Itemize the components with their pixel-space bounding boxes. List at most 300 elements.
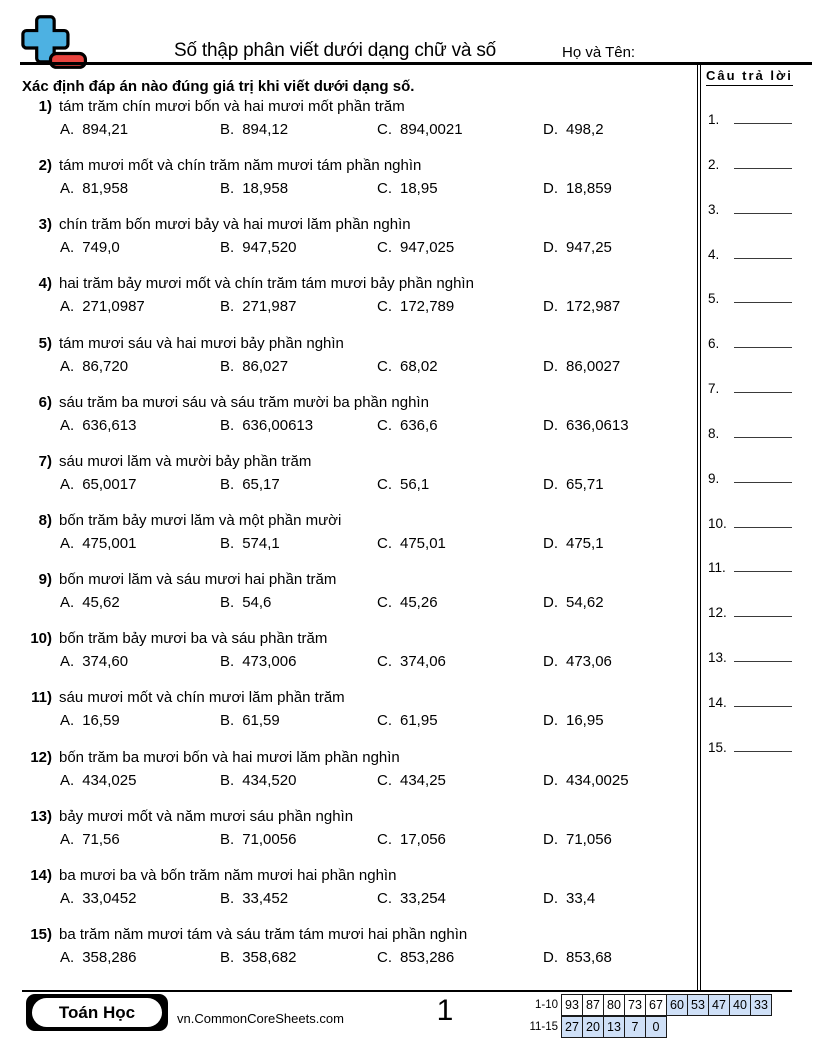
option-value: 947,025	[400, 239, 455, 257]
answer-option-a[interactable]	[60, 417, 136, 434]
question-block	[22, 452, 694, 511]
option-letter: C.	[377, 298, 392, 316]
answer-slot	[708, 155, 792, 200]
score-cell: 67	[645, 994, 667, 1016]
answer-slot	[708, 469, 792, 514]
option-value: 65,0017	[82, 475, 137, 493]
question-number: 12)	[30, 748, 52, 766]
answer-option-b[interactable]	[220, 476, 280, 493]
option-letter: C.	[377, 653, 392, 671]
answer-option-b[interactable]	[220, 594, 271, 611]
option-letter: B.	[220, 771, 235, 789]
answer-option-c[interactable]	[377, 949, 454, 966]
option-letter: C.	[377, 948, 392, 966]
question-block	[22, 748, 694, 807]
question-text: chín trăm bốn mươi bảy và hai mươi lăm phần nghìn	[59, 216, 411, 234]
option-letter: A.	[60, 180, 75, 198]
option-letter: A.	[60, 712, 75, 730]
answer-option-a[interactable]	[60, 239, 120, 256]
answer-blank-line[interactable]	[734, 245, 792, 259]
question-block	[22, 511, 694, 570]
page-number: 1	[436, 994, 454, 1027]
question-text: sáu trăm ba mươi sáu và sáu trăm mười ba phần nghìn	[59, 393, 429, 411]
option-letter: D.	[543, 712, 558, 730]
option-value: 434,0025	[566, 771, 629, 789]
option-letter: D.	[543, 771, 558, 789]
question-number: 11)	[31, 689, 52, 707]
answer-option-c[interactable]	[377, 476, 429, 493]
option-value: 358,682	[242, 948, 297, 966]
option-letter: A.	[60, 830, 75, 848]
option-value: 33,452	[242, 889, 289, 907]
option-value: 33,4	[566, 889, 596, 907]
answer-option-c[interactable]	[377, 180, 438, 197]
answer-slot	[708, 514, 792, 559]
option-letter: D.	[543, 180, 558, 198]
option-letter: B.	[220, 534, 235, 552]
option-value: 475,01	[400, 534, 446, 552]
option-value: 853,286	[400, 948, 455, 966]
answer-slot	[708, 110, 792, 155]
answer-blank-line[interactable]	[734, 558, 792, 572]
option-value: 68,02	[400, 357, 438, 375]
score-cell: 7	[624, 1016, 646, 1038]
question-text: ba trăm năm mươi tám và sáu trăm tám mươi hai phần nghìn	[59, 925, 468, 943]
option-value: 636,613	[82, 416, 137, 434]
answer-column-title: Câu trả lời	[706, 68, 793, 86]
option-letter: D.	[543, 357, 558, 375]
question-block	[22, 925, 694, 984]
answer-option-c[interactable]	[377, 890, 446, 907]
answer-option-c[interactable]	[377, 594, 438, 611]
question-text: bốn mươi lăm và sáu mươi hai phần trăm	[59, 571, 337, 589]
option-value: 54,6	[242, 594, 272, 612]
option-value: 61,95	[400, 712, 438, 730]
question-block	[22, 629, 694, 688]
answer-slot-number: 11.	[708, 560, 726, 576]
question-block	[22, 807, 694, 866]
score-cell: 40	[729, 994, 751, 1016]
answer-slot-number: 1.	[708, 112, 720, 127]
option-letter: B.	[220, 475, 235, 493]
minus-icon	[50, 54, 85, 68]
question-text: bốn trăm bảy mươi ba và sáu phần trăm	[59, 630, 328, 648]
answer-slot	[708, 738, 792, 783]
answer-option-b[interactable]	[220, 949, 296, 966]
answer-blank-line[interactable]	[734, 469, 792, 483]
answer-option-d[interactable]	[543, 417, 629, 434]
question-block	[22, 156, 694, 215]
question-block	[22, 215, 694, 274]
answer-slot-number: 9.	[708, 470, 720, 486]
answer-option-c[interactable]	[377, 712, 438, 729]
question-block	[22, 866, 694, 925]
answer-option-b[interactable]	[220, 890, 288, 907]
question-number: 15)	[30, 925, 52, 943]
option-value: 749,0	[82, 239, 120, 257]
option-letter: B.	[220, 712, 235, 730]
option-value: 18,859	[566, 180, 612, 198]
answer-slot-number: 8.	[708, 425, 720, 441]
option-letter: D.	[543, 948, 558, 966]
answer-option-c[interactable]	[377, 831, 446, 848]
option-letter: B.	[220, 239, 235, 257]
option-letter: C.	[377, 416, 392, 434]
option-letter: A.	[60, 357, 75, 375]
option-letter: D.	[543, 239, 558, 257]
answer-slot-number: 6.	[708, 336, 720, 352]
option-value: 33,254	[400, 889, 446, 907]
option-letter: A.	[60, 771, 75, 789]
answer-option-b[interactable]	[220, 653, 296, 670]
score-cell: 33	[750, 994, 772, 1016]
option-value: 636,00613	[242, 416, 314, 434]
answer-option-b[interactable]	[220, 535, 280, 552]
option-letter: A.	[60, 475, 75, 493]
score-table	[518, 994, 772, 1038]
score-cell: 13	[603, 1016, 625, 1038]
option-value: 54,62	[566, 594, 604, 612]
option-letter: B.	[220, 298, 235, 316]
score-row-label: 1-10	[534, 999, 558, 1011]
answer-option-a[interactable]	[60, 121, 128, 138]
option-value: 16,59	[82, 712, 120, 730]
answer-blank-line[interactable]	[734, 200, 792, 214]
answer-slot	[708, 603, 792, 648]
option-value: 61,59	[242, 712, 280, 730]
website-credit: vn.CommonCoreSheets.com	[177, 1011, 344, 1026]
answer-option-a[interactable]	[60, 653, 128, 670]
answer-option-a[interactable]	[60, 535, 136, 552]
option-letter: A.	[60, 948, 75, 966]
option-letter: D.	[543, 889, 558, 907]
answer-option-d[interactable]	[543, 298, 620, 315]
question-list	[22, 97, 694, 984]
question-text: bảy mươi mốt và năm mươi sáu phần nghìn	[59, 807, 354, 825]
option-letter: D.	[543, 534, 558, 552]
option-value: 56,1	[400, 475, 430, 493]
question-text: tám mươi sáu và hai mươi bảy phần nghìn	[59, 334, 344, 352]
answer-option-d[interactable]	[543, 949, 612, 966]
answer-option-a[interactable]	[60, 476, 136, 493]
question-text: bốn trăm ba mươi bốn và hai mươi lăm phần nghìn	[59, 748, 400, 766]
option-letter: B.	[220, 121, 235, 138]
answer-option-d[interactable]	[543, 121, 604, 138]
answer-blank-line[interactable]	[734, 603, 792, 617]
score-cells	[562, 1016, 667, 1038]
option-value: 86,0027	[566, 357, 621, 375]
answer-option-c[interactable]	[377, 358, 438, 375]
question-number: 2)	[38, 157, 52, 175]
answer-blank-line[interactable]	[734, 379, 792, 393]
option-letter: A.	[60, 653, 75, 671]
question-number: 9)	[38, 571, 52, 589]
option-value: 18,958	[242, 180, 289, 198]
question-block	[22, 688, 694, 747]
option-value: 374,60	[82, 653, 129, 671]
question-number: 14)	[30, 866, 52, 884]
score-cell: 80	[603, 994, 625, 1016]
answer-option-a[interactable]	[60, 712, 120, 729]
answer-column-divider	[697, 65, 701, 992]
answer-blank-line[interactable]	[734, 514, 792, 528]
option-value: 271,987	[242, 298, 297, 316]
answer-option-c[interactable]	[377, 298, 454, 315]
score-cell: 27	[561, 1016, 583, 1038]
question-number: 10)	[30, 630, 52, 648]
answer-option-b[interactable]	[220, 417, 313, 434]
option-letter: A.	[60, 534, 75, 552]
answer-option-d[interactable]	[543, 890, 595, 907]
question-number: 5)	[38, 334, 52, 352]
option-value: 65,71	[566, 475, 604, 493]
answer-option-d[interactable]	[543, 239, 612, 256]
answer-slot-number: 7.	[708, 381, 720, 397]
answer-blank-line[interactable]	[734, 155, 792, 169]
option-letter: C.	[377, 594, 392, 612]
option-value: 358,286	[82, 948, 137, 966]
option-value: 71,056	[566, 830, 612, 848]
question-text: hai trăm bảy mươi mốt và chín trăm tám mươi bảy phần nghìn	[59, 275, 474, 293]
instruction-text: Xác định đáp án nào đúng giá trị khi viết dưới dạng số.	[22, 78, 415, 95]
answer-slot	[708, 379, 792, 424]
answer-option-c[interactable]	[377, 772, 446, 789]
header-divider	[20, 62, 812, 65]
answer-option-b[interactable]	[220, 239, 296, 256]
option-letter: C.	[377, 889, 392, 907]
score-cell: 20	[582, 1016, 604, 1038]
option-value: 434,025	[82, 771, 137, 789]
score-row	[518, 994, 772, 1016]
option-value: 18,95	[400, 180, 438, 198]
answer-option-d[interactable]	[543, 358, 620, 375]
answer-slot	[708, 200, 792, 245]
option-letter: A.	[60, 416, 75, 434]
answer-option-a[interactable]	[60, 298, 145, 315]
answer-option-c[interactable]	[377, 121, 463, 138]
footer-divider	[22, 990, 792, 992]
answer-option-d[interactable]	[543, 476, 604, 493]
question-block	[22, 570, 694, 629]
score-cells	[562, 994, 772, 1016]
subject-badge	[26, 994, 168, 1031]
option-letter: A.	[60, 594, 75, 612]
option-value: 636,6	[400, 416, 438, 434]
answer-blank-line[interactable]	[734, 738, 792, 752]
option-letter: B.	[220, 594, 235, 612]
option-value: 172,987	[566, 298, 621, 316]
question-number: 7)	[38, 452, 52, 470]
option-value: 45,62	[82, 594, 120, 612]
answer-slot-number: 4.	[708, 246, 720, 262]
score-row	[518, 1016, 772, 1038]
answer-option-a[interactable]	[60, 949, 136, 966]
answer-slot	[708, 558, 792, 603]
answer-slot-number: 5.	[708, 291, 720, 307]
answer-blank-line[interactable]	[734, 648, 792, 662]
option-letter: D.	[543, 830, 558, 848]
answer-option-c[interactable]	[377, 417, 438, 434]
answer-blank-line[interactable]	[734, 110, 792, 124]
answer-slot-number: 15.	[708, 739, 727, 755]
question-block	[22, 97, 694, 156]
score-cell: 0	[645, 1016, 667, 1038]
answer-slot-number: 10.	[708, 515, 727, 531]
option-value: 947,520	[242, 239, 297, 257]
option-value: 636,0613	[566, 416, 629, 434]
option-value: 71,56	[82, 830, 120, 848]
option-value: 172,789	[400, 298, 455, 316]
option-value: 475,1	[566, 534, 604, 552]
answer-option-d[interactable]	[543, 653, 612, 670]
option-letter: C.	[377, 121, 392, 138]
answer-option-a[interactable]	[60, 831, 120, 848]
option-value: 434,520	[242, 771, 297, 789]
option-letter: C.	[377, 180, 392, 198]
question-text: ba mươi ba và bốn trăm năm mươi hai phần nghìn	[59, 866, 397, 884]
answer-option-d[interactable]	[543, 535, 604, 552]
option-letter: B.	[220, 653, 235, 671]
option-value: 16,95	[566, 712, 604, 730]
option-value: 894,21	[82, 121, 129, 138]
score-row-label: 11-15	[529, 1021, 558, 1033]
option-letter: A.	[60, 121, 75, 138]
answer-option-a[interactable]	[60, 358, 128, 375]
option-letter: B.	[220, 948, 235, 966]
option-letter: C.	[377, 830, 392, 848]
option-value: 894,12	[242, 121, 289, 138]
option-value: 574,1	[242, 534, 280, 552]
option-letter: A.	[60, 239, 75, 257]
option-value: 271,0987	[82, 298, 145, 316]
answer-blank-line[interactable]	[734, 424, 792, 438]
answer-slot-number: 13.	[708, 650, 727, 666]
option-letter: B.	[220, 357, 235, 375]
answer-slot-number: 3.	[708, 201, 720, 217]
answer-option-b[interactable]	[220, 358, 288, 375]
answer-option-a[interactable]	[60, 890, 136, 907]
option-value: 853,68	[566, 948, 612, 966]
answer-slot-number: 2.	[708, 156, 720, 172]
question-block	[22, 334, 694, 393]
page-title: Số thập phân viết dưới dạng chữ và số	[173, 40, 497, 61]
answer-option-b[interactable]	[220, 121, 288, 138]
answer-option-c[interactable]	[377, 653, 446, 670]
answer-option-a[interactable]	[60, 594, 120, 611]
subject-badge-label: Toán Học	[32, 998, 162, 1027]
answer-slot	[708, 289, 792, 334]
answer-slot-number: 14.	[708, 694, 727, 710]
answer-slot	[708, 334, 792, 379]
option-value: 947,25	[566, 239, 612, 257]
question-number: 13)	[30, 807, 52, 825]
option-value: 434,25	[400, 771, 446, 789]
answer-option-a[interactable]	[60, 180, 128, 197]
answer-option-a[interactable]	[60, 772, 136, 789]
option-letter: C.	[377, 475, 392, 493]
math-plus-minus-logo	[20, 14, 92, 76]
name-label: Họ và Tên:	[562, 44, 636, 61]
option-letter: D.	[543, 121, 558, 138]
answer-option-d[interactable]	[543, 831, 612, 848]
option-value: 475,001	[82, 534, 137, 552]
answer-slot-number: 12.	[708, 605, 727, 621]
answer-slot-list	[708, 110, 792, 783]
answer-option-b[interactable]	[220, 298, 296, 315]
option-value: 374,06	[400, 653, 446, 671]
score-cell: 47	[708, 994, 730, 1016]
answer-option-d[interactable]	[543, 594, 604, 611]
answer-slot	[708, 693, 792, 738]
option-letter: A.	[60, 298, 75, 316]
question-text: tám trăm chín mươi bốn và hai mươi mốt phần trăm	[59, 98, 405, 115]
answer-slot	[708, 245, 792, 290]
answer-option-b[interactable]	[220, 831, 296, 848]
answer-slot	[708, 648, 792, 693]
option-value: 86,027	[242, 357, 289, 375]
option-value: 17,056	[400, 830, 446, 848]
option-value: 81,958	[82, 180, 129, 198]
option-letter: C.	[377, 534, 392, 552]
option-value: 71,0056	[242, 830, 297, 848]
answer-option-b[interactable]	[220, 772, 296, 789]
question-text: sáu mươi mốt và chín mươi lăm phần trăm	[59, 689, 345, 707]
option-value: 894,0021	[400, 121, 463, 138]
answer-option-b[interactable]	[220, 180, 288, 197]
score-cell: 53	[687, 994, 709, 1016]
option-letter: B.	[220, 180, 235, 198]
option-value: 65,17	[242, 475, 280, 493]
answer-blank-line[interactable]	[734, 693, 792, 707]
option-value: 473,06	[566, 653, 612, 671]
answer-option-d[interactable]	[543, 712, 604, 729]
option-letter: D.	[543, 298, 558, 316]
answer-option-d[interactable]	[543, 180, 612, 197]
option-value: 473,006	[242, 653, 297, 671]
question-text: tám mươi mốt và chín trăm năm mươi tám phần nghìn	[59, 157, 422, 175]
option-letter: D.	[543, 653, 558, 671]
score-cell: 87	[582, 994, 604, 1016]
option-value: 45,26	[400, 594, 438, 612]
answer-option-c[interactable]	[377, 535, 446, 552]
score-cell: 73	[624, 994, 646, 1016]
score-cell: 93	[561, 994, 583, 1016]
question-number: 4)	[38, 275, 52, 293]
option-letter: D.	[543, 416, 558, 434]
option-letter: C.	[377, 712, 392, 730]
answer-option-c[interactable]	[377, 239, 454, 256]
question-number: 8)	[38, 511, 52, 529]
question-number: 6)	[38, 393, 52, 411]
option-letter: B.	[220, 416, 235, 434]
option-letter: C.	[377, 771, 392, 789]
option-letter: B.	[220, 830, 235, 848]
answer-option-b[interactable]	[220, 712, 280, 729]
score-cell: 60	[666, 994, 688, 1016]
answer-option-d[interactable]	[543, 772, 629, 789]
answer-slot	[708, 424, 792, 469]
option-letter: A.	[60, 889, 75, 907]
answer-blank-line[interactable]	[734, 289, 792, 303]
option-letter: C.	[377, 239, 392, 257]
answer-blank-line[interactable]	[734, 334, 792, 348]
option-value: 498,2	[566, 121, 604, 138]
option-letter: C.	[377, 357, 392, 375]
question-block	[22, 274, 694, 333]
question-text: sáu mươi lăm và mười bảy phần trăm	[59, 452, 312, 470]
question-text: bốn trăm bảy mươi lăm và một phần mười	[59, 511, 342, 529]
option-value: 86,720	[82, 357, 129, 375]
